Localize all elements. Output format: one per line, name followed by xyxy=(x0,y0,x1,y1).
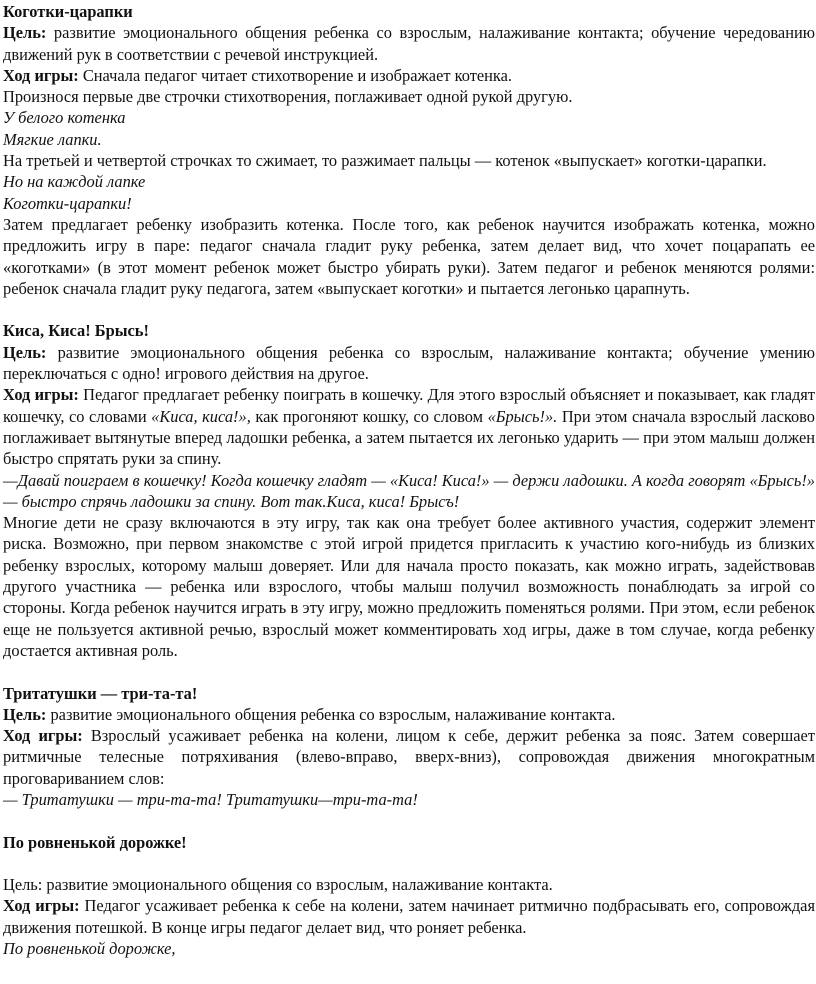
course-text: Педагог предлагает ребенку поиграть в кошечку. Для этого взрослый объясняет и показывает, как гладят кошечку, со словами xyxy=(3,385,816,426)
game-section-kisa xyxy=(3,320,815,661)
verse-line: По ровненькой дорожке, xyxy=(3,939,176,959)
game-title: Коготки-царапки xyxy=(3,2,133,21)
goal-label: Цель: xyxy=(3,704,47,724)
course-text: Взрослый усаживает ребенка на колени, лицом к себе, держит ребенка за пояс. Затем совершает ритмичные телесные потряхивания (влево-вправо, вверх-вниз), сопровождая движения многократным проговариванием слов: xyxy=(3,726,815,788)
goal-text: развитие эмоционального общения ребенка со взрослым, налаживание контакта; обучение умению переключаться с одно! игрового действия на другое. xyxy=(3,342,815,384)
verse-line: Коготки-царапки! xyxy=(3,193,132,213)
game-title: По ровненькой дорожке! xyxy=(3,832,187,852)
verse-line: Мягкие лапки. xyxy=(3,129,102,149)
course-paragraph xyxy=(3,725,815,789)
spacer xyxy=(3,299,815,320)
course-paragraph xyxy=(3,895,815,938)
document-body xyxy=(3,1,815,959)
verse-line: Но на каждой лапке xyxy=(3,172,146,192)
course-text: При этом сначала взрослый ласково поглаживает вытянутые вперед ладошки ребенка, а затем пытается их легонько ударить — при этом малыш должен быстро спрятать руки за спину. xyxy=(3,406,815,469)
verse-paragraph: —Давай поиграем в кошечку! Когда кошечку гладят — «Киса! Киса!» — держи ладошки. А когда говорят «Брысь!» — быстро спрячь ладошки за спину. Вот так.Киса, киса! Брысъ! xyxy=(3,470,815,511)
course-text: Сначала педагог читает стихотворение и изображает котенка. xyxy=(82,65,513,85)
game-section-tritatushki xyxy=(3,683,815,811)
course-quote: «Брысь!». xyxy=(487,406,558,426)
course-label: Ход игры: xyxy=(3,65,79,85)
course-paragraph xyxy=(3,384,815,469)
course-label: Ход игры: xyxy=(3,896,80,916)
game-title: Тритатушки — три-та-та! xyxy=(3,683,198,703)
goal-text: развитие эмоционального общения ребенка со взрослым, налаживание контакта. xyxy=(50,704,616,724)
goal-label: Цель: xyxy=(3,342,47,362)
game-title: Киса, Киса! Брысь! xyxy=(3,321,149,341)
spacer xyxy=(3,853,815,874)
spacer xyxy=(3,810,815,831)
verse-line: У белого котенка xyxy=(3,108,126,128)
goal-label: Цель: xyxy=(3,23,47,43)
goal-paragraph: Цель: развитие эмоционального общения со взрослым, налаживание контакта. xyxy=(3,875,553,895)
paragraph: Произнося первые две строчки стихотворения, поглаживает одной рукой другую. xyxy=(3,87,573,107)
spacer xyxy=(3,661,815,682)
goal-text: развитие эмоционального общения ребенка со взрослым, налаживание контакта; обучение чередованию движений рук в соответствии с речевой инструкцией. xyxy=(3,23,815,64)
course-paragraph xyxy=(3,65,815,86)
course-label: Ход игры: xyxy=(3,385,79,405)
course-quote: «Киса, киса!», xyxy=(151,406,251,426)
paragraph: На третьей и четвертой строчках то сжимает, то разжимает пальцы — котенок «выпускает» коготки-царапки. xyxy=(3,151,767,171)
goal-paragraph xyxy=(3,22,815,65)
course-text: Педагог усаживает ребенка к себе на колени, затем начинает ритмично подбрасывать его, сопровождая движения потешкой. В конце игры педагог делает вид, что роняет ребенка. xyxy=(3,896,815,937)
course-text: как прогоняют кошку, со словом xyxy=(255,406,484,426)
paragraph: Многие дети не сразу включаются в эту игру, так как она требует более активного участия, содержит элемент риска. Возможно, при первом знакомстве с этой игрой придется пригласить к участию кого-нибудь из близких ребенку взрослых, которому малыш доверяет. Или для начала просто показать, как можно играть, задействовав другого участника — ребенка или взрослого, чтобы малыш получил возможность понаблюдать за игрой со стороны. Когда ребенок научится играть в эту игру, можно предложить поменяться ролями. При этом, если ребенок еще не пользуется активной речью, взрослый может комментировать ход игры, даже в том случае, когда ребенку достается активная роль. xyxy=(3,513,815,660)
goal-paragraph xyxy=(3,342,815,385)
game-section-dorozhka xyxy=(3,832,815,960)
paragraph: Затем предлагает ребенку изобразить котенка. После того, как ребенок научится изображать котенка, можно предложить игру в паре: педагог сначала гладит руку ребенка, затем делает вид, что хочет поцарапать ее «коготками» (в этот момент ребенок может быстро убирать руки). Затем педагог и ребенок меняются ролями: ребенок сначала гладит руку педагога, затем «выпускает коготки» и пытается легонько царапнуть. xyxy=(3,214,815,298)
goal-paragraph xyxy=(3,704,815,725)
game-section-kogotki xyxy=(3,1,815,299)
verse-line: — Тритатушки — три-та-та! Тритатушки—три-та-та! xyxy=(3,789,418,809)
course-label: Ход игры: xyxy=(3,726,83,746)
